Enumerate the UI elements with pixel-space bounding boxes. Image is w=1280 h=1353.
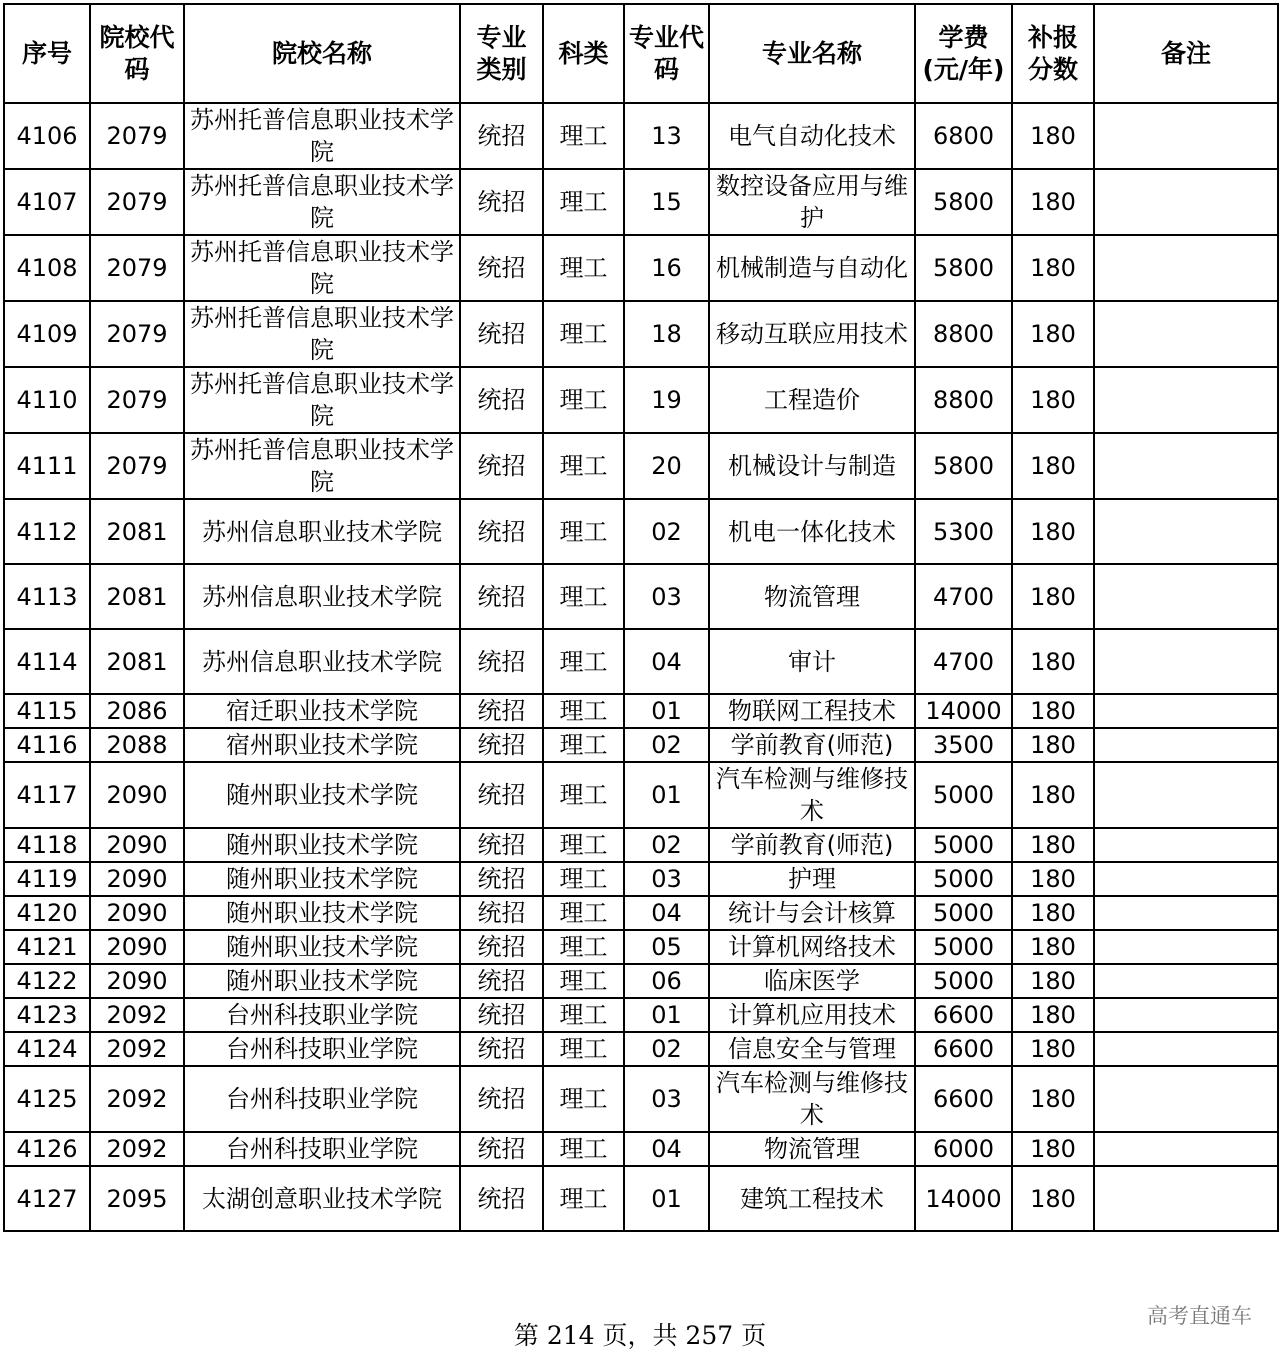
- cell-code: 2090: [90, 896, 184, 930]
- table-row: [4, 930, 1278, 964]
- cell-major: 学前教育(师范): [709, 828, 915, 862]
- cell-note: [1094, 1066, 1278, 1132]
- cell-category: 统招: [460, 930, 543, 964]
- cell-seq: 4122: [4, 964, 90, 998]
- cell-note: [1094, 629, 1278, 694]
- cell-major: 机械制造与自动化: [709, 235, 915, 301]
- cell-fee: 5300: [915, 499, 1012, 564]
- cell-school: 随州职业技术学院: [184, 828, 460, 862]
- header-subject: 科类: [543, 4, 624, 103]
- cell-fee: 6600: [915, 998, 1012, 1032]
- cell-major-code: 19: [624, 367, 709, 433]
- cell-score: 180: [1012, 1032, 1094, 1066]
- cell-seq: 4117: [4, 762, 90, 828]
- cell-category: 统招: [460, 433, 543, 499]
- cell-code: 2092: [90, 1066, 184, 1132]
- cell-major: 学前教育(师范): [709, 728, 915, 762]
- cell-note: [1094, 728, 1278, 762]
- cell-note: [1094, 964, 1278, 998]
- cell-major: 电气自动化技术: [709, 103, 915, 169]
- header-fee: 学费(元/年): [915, 4, 1012, 103]
- cell-score: 180: [1012, 103, 1094, 169]
- cell-fee: 6000: [915, 1132, 1012, 1166]
- cell-subject: 理工: [543, 964, 624, 998]
- page-number: 第 214 页，共 257 页: [513, 1321, 767, 1350]
- cell-school: 随州职业技术学院: [184, 762, 460, 828]
- cell-major-code: 13: [624, 103, 709, 169]
- cell-score: 180: [1012, 629, 1094, 694]
- cell-score: 180: [1012, 762, 1094, 828]
- cell-school: 宿州职业技术学院: [184, 728, 460, 762]
- cell-subject: 理工: [543, 629, 624, 694]
- admission-table: [3, 3, 1279, 1232]
- cell-code: 2081: [90, 564, 184, 629]
- cell-major-code: 03: [624, 1066, 709, 1132]
- cell-school: 苏州托普信息职业技术学院: [184, 103, 460, 169]
- cell-fee: 14000: [915, 694, 1012, 728]
- cell-school: 台州科技职业学院: [184, 1132, 460, 1166]
- cell-seq: 4120: [4, 896, 90, 930]
- cell-major: 护理: [709, 862, 915, 896]
- header-major: 专业名称: [709, 4, 915, 103]
- cell-code: 2079: [90, 367, 184, 433]
- cell-school: 苏州托普信息职业技术学院: [184, 301, 460, 367]
- cell-code: 2092: [90, 1032, 184, 1066]
- cell-school: 宿迁职业技术学院: [184, 694, 460, 728]
- cell-category: 统招: [460, 1132, 543, 1166]
- cell-subject: 理工: [543, 1066, 624, 1132]
- cell-school: 太湖创意职业技术学院: [184, 1166, 460, 1231]
- cell-subject: 理工: [543, 1166, 624, 1231]
- cell-major: 物流管理: [709, 564, 915, 629]
- cell-fee: 5000: [915, 930, 1012, 964]
- cell-seq: 4118: [4, 828, 90, 862]
- cell-code: 2090: [90, 964, 184, 998]
- cell-seq: 4111: [4, 433, 90, 499]
- cell-fee: 5000: [915, 762, 1012, 828]
- table-row: [4, 367, 1278, 433]
- cell-major: 建筑工程技术: [709, 1166, 915, 1231]
- cell-school: 苏州托普信息职业技术学院: [184, 433, 460, 499]
- table-row: [4, 1132, 1278, 1166]
- table-row: [4, 169, 1278, 235]
- cell-note: [1094, 998, 1278, 1032]
- cell-code: 2095: [90, 1166, 184, 1231]
- table-row: [4, 564, 1278, 629]
- cell-fee: 5800: [915, 169, 1012, 235]
- cell-subject: 理工: [543, 896, 624, 930]
- cell-score: 180: [1012, 728, 1094, 762]
- cell-seq: 4119: [4, 862, 90, 896]
- cell-code: 2079: [90, 169, 184, 235]
- cell-seq: 4106: [4, 103, 90, 169]
- cell-code: 2086: [90, 694, 184, 728]
- cell-score: 180: [1012, 828, 1094, 862]
- cell-major-code: 03: [624, 564, 709, 629]
- cell-school: 苏州托普信息职业技术学院: [184, 169, 460, 235]
- table-row: [4, 862, 1278, 896]
- cell-subject: 理工: [543, 433, 624, 499]
- cell-subject: 理工: [543, 499, 624, 564]
- table-row: [4, 103, 1278, 169]
- cell-score: 180: [1012, 1066, 1094, 1132]
- cell-fee: 5000: [915, 896, 1012, 930]
- cell-category: 统招: [460, 564, 543, 629]
- cell-major-code: 04: [624, 629, 709, 694]
- cell-score: 180: [1012, 499, 1094, 564]
- cell-major-code: 16: [624, 235, 709, 301]
- cell-category: 统招: [460, 301, 543, 367]
- cell-category: 统招: [460, 499, 543, 564]
- cell-code: 2090: [90, 930, 184, 964]
- table-row: [4, 433, 1278, 499]
- cell-code: 2079: [90, 433, 184, 499]
- cell-subject: 理工: [543, 1032, 624, 1066]
- cell-score: 180: [1012, 1132, 1094, 1166]
- cell-note: [1094, 103, 1278, 169]
- cell-subject: 理工: [543, 564, 624, 629]
- cell-school: 台州科技职业学院: [184, 1066, 460, 1132]
- cell-seq: 4125: [4, 1066, 90, 1132]
- cell-major: 数控设备应用与维护: [709, 169, 915, 235]
- cell-code: 2081: [90, 499, 184, 564]
- cell-seq: 4110: [4, 367, 90, 433]
- cell-code: 2090: [90, 762, 184, 828]
- cell-seq: 4108: [4, 235, 90, 301]
- cell-code: 2088: [90, 728, 184, 762]
- cell-category: 统招: [460, 367, 543, 433]
- cell-major-code: 18: [624, 301, 709, 367]
- cell-fee: 5800: [915, 433, 1012, 499]
- cell-fee: 5000: [915, 862, 1012, 896]
- table-row: [4, 235, 1278, 301]
- cell-fee: 5000: [915, 964, 1012, 998]
- cell-seq: 4123: [4, 998, 90, 1032]
- cell-seq: 4126: [4, 1132, 90, 1166]
- cell-subject: 理工: [543, 694, 624, 728]
- cell-major-code: 01: [624, 998, 709, 1032]
- cell-category: 统招: [460, 1032, 543, 1066]
- cell-school: 随州职业技术学院: [184, 896, 460, 930]
- cell-note: [1094, 1166, 1278, 1231]
- cell-note: [1094, 862, 1278, 896]
- cell-category: 统招: [460, 629, 543, 694]
- cell-major-code: 15: [624, 169, 709, 235]
- cell-fee: 8800: [915, 301, 1012, 367]
- cell-category: 统招: [460, 862, 543, 896]
- cell-code: 2079: [90, 235, 184, 301]
- cell-subject: 理工: [543, 169, 624, 235]
- cell-note: [1094, 433, 1278, 499]
- cell-seq: 4109: [4, 301, 90, 367]
- cell-major-code: 01: [624, 694, 709, 728]
- cell-subject: 理工: [543, 1132, 624, 1166]
- cell-fee: 14000: [915, 1166, 1012, 1231]
- table-row: [4, 896, 1278, 930]
- cell-major: 机电一体化技术: [709, 499, 915, 564]
- cell-code: 2090: [90, 862, 184, 896]
- cell-code: 2090: [90, 828, 184, 862]
- cell-category: 统招: [460, 1166, 543, 1231]
- cell-note: [1094, 1032, 1278, 1066]
- cell-major: 审计: [709, 629, 915, 694]
- cell-note: [1094, 930, 1278, 964]
- cell-seq: 4116: [4, 728, 90, 762]
- cell-school: 随州职业技术学院: [184, 964, 460, 998]
- cell-subject: 理工: [543, 301, 624, 367]
- cell-note: [1094, 896, 1278, 930]
- cell-score: 180: [1012, 930, 1094, 964]
- cell-note: [1094, 762, 1278, 828]
- cell-school: 台州科技职业学院: [184, 998, 460, 1032]
- header-code: 院校代码: [90, 4, 184, 103]
- cell-fee: 8800: [915, 367, 1012, 433]
- cell-note: [1094, 1132, 1278, 1166]
- cell-seq: 4115: [4, 694, 90, 728]
- cell-note: [1094, 499, 1278, 564]
- cell-fee: 3500: [915, 728, 1012, 762]
- cell-subject: 理工: [543, 235, 624, 301]
- cell-major-code: 02: [624, 728, 709, 762]
- table-row: [4, 762, 1278, 828]
- table-row: [4, 828, 1278, 862]
- cell-school: 苏州信息职业技术学院: [184, 629, 460, 694]
- header-major-code: 专业代码: [624, 4, 709, 103]
- cell-school: 苏州托普信息职业技术学院: [184, 235, 460, 301]
- cell-major: 物流管理: [709, 1132, 915, 1166]
- cell-seq: 4124: [4, 1032, 90, 1066]
- cell-fee: 4700: [915, 564, 1012, 629]
- cell-major: 信息安全与管理: [709, 1032, 915, 1066]
- cell-subject: 理工: [543, 367, 624, 433]
- table-row: [4, 301, 1278, 367]
- cell-subject: 理工: [543, 103, 624, 169]
- table-row: [4, 728, 1278, 762]
- cell-subject: 理工: [543, 862, 624, 896]
- cell-major-code: 02: [624, 499, 709, 564]
- header-score: 补报分数: [1012, 4, 1094, 103]
- cell-subject: 理工: [543, 828, 624, 862]
- cell-subject: 理工: [543, 930, 624, 964]
- cell-category: 统招: [460, 1066, 543, 1132]
- cell-school: 随州职业技术学院: [184, 930, 460, 964]
- cell-category: 统招: [460, 762, 543, 828]
- cell-seq: 4107: [4, 169, 90, 235]
- cell-school: 随州职业技术学院: [184, 862, 460, 896]
- table-row: [4, 964, 1278, 998]
- cell-category: 统招: [460, 169, 543, 235]
- table-row: [4, 629, 1278, 694]
- cell-seq: 4121: [4, 930, 90, 964]
- cell-subject: 理工: [543, 762, 624, 828]
- header-seq: 序号: [4, 4, 90, 103]
- header-note: 备注: [1094, 4, 1278, 103]
- cell-major-code: 05: [624, 930, 709, 964]
- cell-category: 统招: [460, 998, 543, 1032]
- cell-fee: 4700: [915, 629, 1012, 694]
- cell-note: [1094, 235, 1278, 301]
- cell-major-code: 04: [624, 896, 709, 930]
- cell-score: 180: [1012, 169, 1094, 235]
- header-school: 院校名称: [184, 4, 460, 103]
- cell-major-code: 02: [624, 828, 709, 862]
- header-category: 专业类别: [460, 4, 543, 103]
- cell-score: 180: [1012, 998, 1094, 1032]
- cell-major: 物联网工程技术: [709, 694, 915, 728]
- cell-major: 计算机应用技术: [709, 998, 915, 1032]
- cell-subject: 理工: [543, 728, 624, 762]
- cell-code: 2079: [90, 301, 184, 367]
- cell-code: 2092: [90, 998, 184, 1032]
- cell-major-code: 01: [624, 762, 709, 828]
- cell-school: 苏州托普信息职业技术学院: [184, 367, 460, 433]
- cell-seq: 4127: [4, 1166, 90, 1231]
- cell-major-code: 03: [624, 862, 709, 896]
- cell-score: 180: [1012, 433, 1094, 499]
- cell-score: 180: [1012, 964, 1094, 998]
- cell-major: 临床医学: [709, 964, 915, 998]
- cell-category: 统招: [460, 896, 543, 930]
- cell-note: [1094, 564, 1278, 629]
- cell-score: 180: [1012, 896, 1094, 930]
- cell-major: 移动互联应用技术: [709, 301, 915, 367]
- table-body: [4, 103, 1278, 1231]
- cell-major: 机械设计与制造: [709, 433, 915, 499]
- cell-seq: 4114: [4, 629, 90, 694]
- cell-score: 180: [1012, 564, 1094, 629]
- table-row: [4, 499, 1278, 564]
- cell-score: 180: [1012, 862, 1094, 896]
- cell-note: [1094, 301, 1278, 367]
- cell-category: 统招: [460, 728, 543, 762]
- cell-category: 统招: [460, 235, 543, 301]
- cell-note: [1094, 169, 1278, 235]
- cell-seq: 4112: [4, 499, 90, 564]
- cell-score: 180: [1012, 367, 1094, 433]
- cell-code: 2092: [90, 1132, 184, 1166]
- cell-major-code: 01: [624, 1166, 709, 1231]
- cell-major-code: 06: [624, 964, 709, 998]
- cell-school: 苏州信息职业技术学院: [184, 564, 460, 629]
- cell-school: 台州科技职业学院: [184, 1032, 460, 1066]
- header-row: [4, 4, 1278, 103]
- cell-major-code: 04: [624, 1132, 709, 1166]
- cell-school: 苏州信息职业技术学院: [184, 499, 460, 564]
- cell-fee: 6800: [915, 103, 1012, 169]
- cell-major: 计算机网络技术: [709, 930, 915, 964]
- cell-major-code: 02: [624, 1032, 709, 1066]
- cell-note: [1094, 828, 1278, 862]
- cell-category: 统招: [460, 828, 543, 862]
- cell-score: 180: [1012, 1166, 1094, 1231]
- cell-category: 统招: [460, 964, 543, 998]
- cell-note: [1094, 694, 1278, 728]
- cell-seq: 4113: [4, 564, 90, 629]
- cell-major: 汽车检测与维修技术: [709, 762, 915, 828]
- cell-code: 2079: [90, 103, 184, 169]
- cell-major: 统计与会计核算: [709, 896, 915, 930]
- table-row: [4, 1066, 1278, 1132]
- cell-code: 2081: [90, 629, 184, 694]
- cell-fee: 6600: [915, 1066, 1012, 1132]
- cell-score: 180: [1012, 301, 1094, 367]
- cell-category: 统招: [460, 694, 543, 728]
- cell-subject: 理工: [543, 998, 624, 1032]
- cell-major: 工程造价: [709, 367, 915, 433]
- cell-category: 统招: [460, 103, 543, 169]
- table-row: [4, 694, 1278, 728]
- cell-score: 180: [1012, 694, 1094, 728]
- cell-fee: 5800: [915, 235, 1012, 301]
- cell-major-code: 20: [624, 433, 709, 499]
- cell-fee: 5000: [915, 828, 1012, 862]
- table-row: [4, 1032, 1278, 1066]
- table-row: [4, 998, 1278, 1032]
- cell-score: 180: [1012, 235, 1094, 301]
- cell-major: 汽车检测与维修技术: [709, 1066, 915, 1132]
- watermark: 高考直通车: [1147, 1304, 1252, 1328]
- cell-note: [1094, 367, 1278, 433]
- table-row: [4, 1166, 1278, 1231]
- cell-fee: 6600: [915, 1032, 1012, 1066]
